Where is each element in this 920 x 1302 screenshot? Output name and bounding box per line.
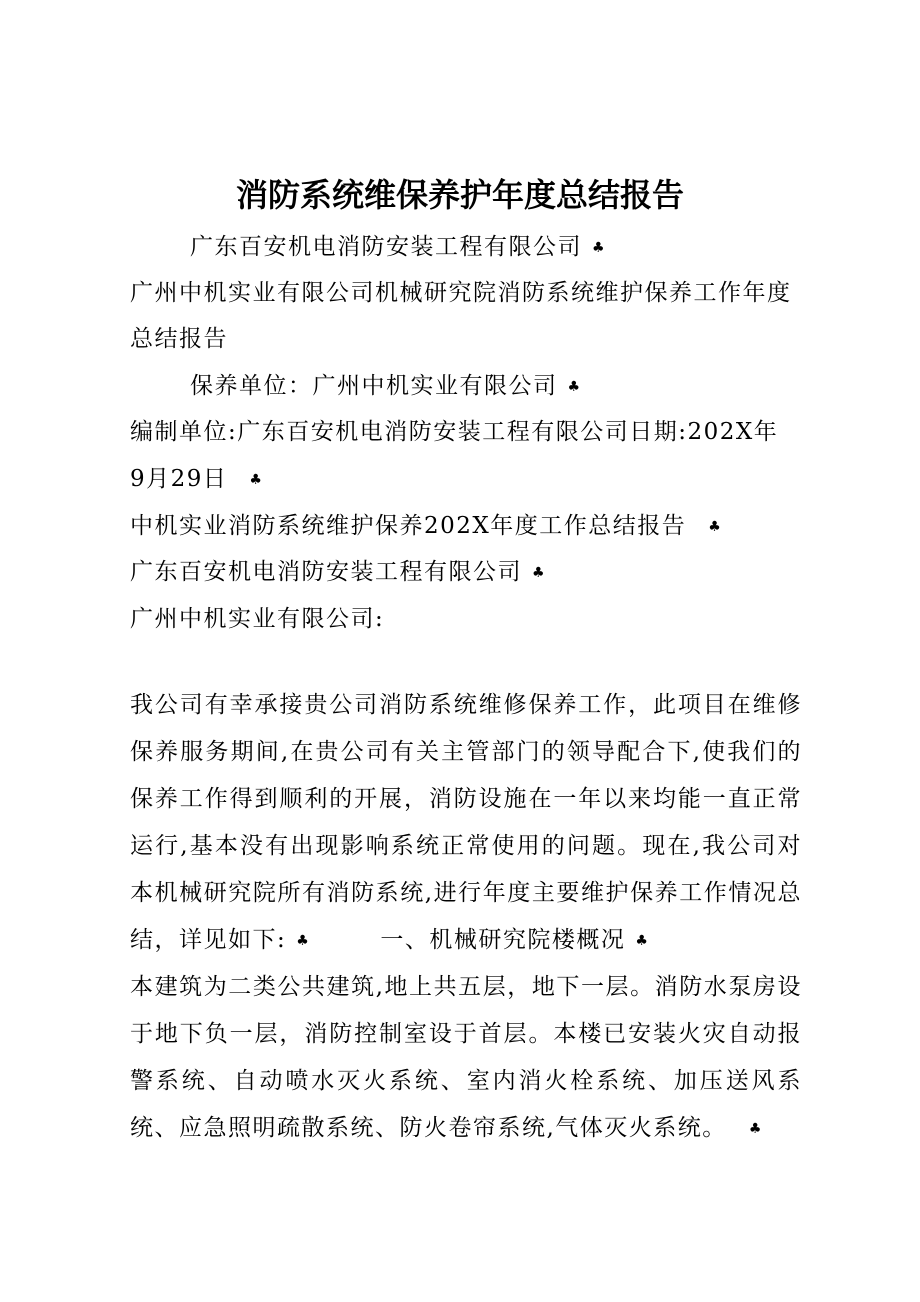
company-header: 广东百安机电消防安装工程有限公司	[190, 234, 582, 260]
salutation: 广州中机实业有限公司:	[130, 606, 385, 632]
paragraph-mark-icon: ♣	[748, 1120, 763, 1137]
paragraph-mark-icon: ♣	[249, 472, 264, 488]
body-paragraph-2	[130, 964, 802, 1153]
report-title-line1: 广州中机实业有限公司机械研究院消防系统维护保养工作年度	[130, 280, 792, 306]
paragraph-mark-icon: ♣	[567, 379, 582, 395]
compiler-date: 9月29日	[130, 466, 228, 492]
compiler-line1: 编制单位:广东百安机电消防安装工程有限公司日期:202X年	[130, 419, 779, 445]
paragraph-mark-icon: ♣	[296, 932, 311, 949]
maintained-unit-line	[190, 367, 582, 400]
subtitle-line	[130, 507, 722, 540]
report-title-line2: 总结报告	[130, 326, 228, 352]
subtitle: 中机实业消防系统维护保养202X年度工作总结报告	[130, 513, 687, 539]
paragraph1-text: 我公司有幸承接贵公司消防系统维修保养工作，此项目在维修保养服务期间,在贵公司有关主管部门的领导配合下,使我们的保养工作得到顺利的开展，消防设施在一年以来均能一直正常运行,基本没有出现影响系统正常使用的问题。现在,我公司对本机械研究院所有消防系统,进行年度主要维护保养工作情况总结，详见如下:	[130, 692, 802, 953]
paragraph-mark-icon: ♣	[635, 932, 650, 949]
paragraph-mark-icon: ♣	[708, 519, 723, 535]
section-heading: 一、机械研究院楼概况	[380, 927, 626, 953]
company-line-wrap	[130, 553, 546, 586]
paragraph2-text: 本建筑为二类公共建筑,地上共五层，地下一层。消防水泵房设于地下负一层，消防控制室设于首层。本楼已安装火灾自动报警系统、自动喷水灭火系统、室内消火栓系统、加压送风系统、应急照明疏散系统、防火卷帘系统,气体灭火系统。	[130, 974, 802, 1141]
company-line: 广东百安机电消防安装工程有限公司	[130, 559, 522, 585]
maintained-unit: 保养单位：广州中机实业有限公司	[190, 373, 558, 399]
paragraph-mark-icon: ♣	[532, 565, 547, 581]
document-title: 消防系统维保养护年度总结报告	[235, 176, 684, 214]
compiler-line2-wrap	[130, 460, 263, 493]
paragraph-mark-icon: ♣	[592, 240, 607, 256]
company-header-line	[190, 228, 606, 261]
body-paragraph-1	[130, 682, 802, 965]
